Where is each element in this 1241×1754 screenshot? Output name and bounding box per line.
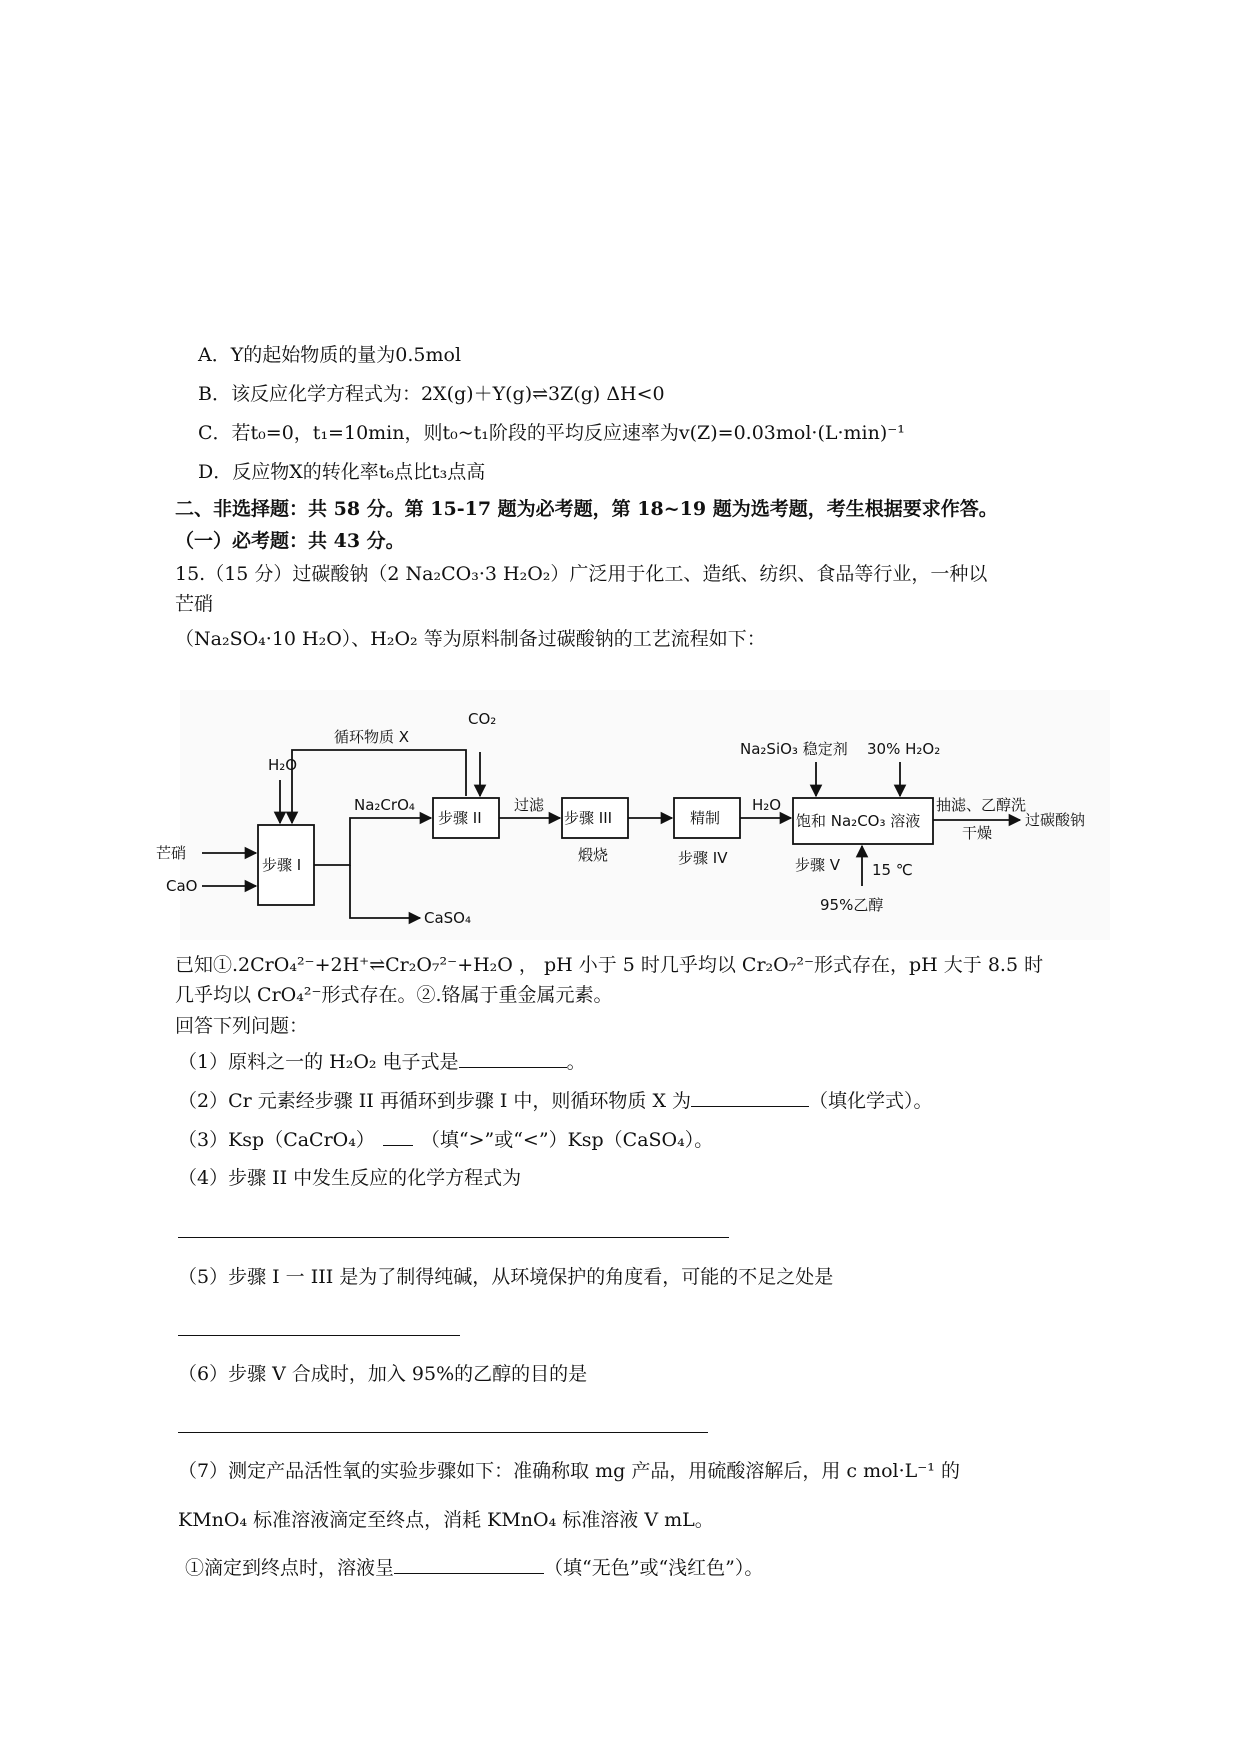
sub-question-7-cont: KMnO₄ 标准溶液滴定至终点，消耗 KMnO₄ 标准溶液 V mL。 xyxy=(178,1509,714,1531)
process-flowchart xyxy=(156,690,1110,940)
sub-question-6: （6）步骤 V 合成时，加入 95%的乙醇的目的是 xyxy=(178,1363,588,1385)
label-post-2: 干燥 xyxy=(962,824,993,842)
label-water-1: H₂O xyxy=(268,756,298,774)
label-temp: 15 ℃ xyxy=(872,861,913,879)
label-step-1: 步骤 I xyxy=(262,856,302,874)
known-info-2: 几乎均以 CrO₄²⁻形式存在。②.铬属于重金属元素。 xyxy=(175,984,613,1006)
label-water-2: H₂O xyxy=(752,796,782,814)
label-step-5: 步骤 V xyxy=(795,856,841,874)
sub-question-4: （4）步骤 II 中发生反应的化学方程式为 xyxy=(178,1167,522,1189)
label-filter: 过滤 xyxy=(514,796,545,814)
arrow-byproduct xyxy=(350,865,420,918)
sub-question-1: （1）原料之一的 H₂O₂ 电子式是 。 xyxy=(178,1051,586,1073)
label-ethanol: 95%乙醇 xyxy=(820,896,884,914)
label-step-4: 步骤 IV xyxy=(678,849,728,867)
answer-blank-2[interactable] xyxy=(691,1088,809,1107)
answer-blank-1[interactable] xyxy=(459,1049,567,1068)
answer-blank-3[interactable] xyxy=(383,1127,413,1146)
option-d: D．反应物X的转化率t₆点比t₃点高 xyxy=(198,461,486,483)
label-na2cro4: Na₂CrO₄ xyxy=(354,796,415,814)
sub-question-5: （5）步骤 I 一 III 是为了制得纯碱，从环境保护的角度看，可能的不足之处是 xyxy=(178,1266,834,1288)
arrow-to-step2 xyxy=(314,818,431,865)
answer-line-5[interactable] xyxy=(178,1335,460,1336)
label-na2sio3: Na₂SiO₃ 稳定剂 xyxy=(740,740,848,758)
known-info-1: 已知①.2CrO₄²⁻+2H⁺⇌Cr₂O₇²⁻+H₂O ， pH 小于 5 时几乎均以 Cr₂O₇²⁻形式存在，pH 大于 8.5 时 xyxy=(175,954,1044,976)
answer-prompt: 回答下列问题： xyxy=(175,1015,309,1037)
label-post-1: 抽滤、乙醇洗 xyxy=(936,796,1027,814)
label-co2: CO₂ xyxy=(468,710,497,728)
option-a: A．Y的起始物质的量为0.5mol xyxy=(198,344,462,366)
label-product: 过碳酸钠 xyxy=(1025,811,1086,829)
sub-question-2: （2）Cr 元素经步骤 II 再循环到步骤 I 中，则循环物质 X 为 （填化学式）。 xyxy=(178,1090,933,1112)
label-byproduct: CaSO₄ xyxy=(424,909,472,927)
label-calcine: 煅烧 xyxy=(578,846,609,864)
sub-question-3: （3）Ksp（CaCrO₄） （填“>”或“<”）Ksp（CaSO₄）。 xyxy=(178,1129,714,1151)
answer-line-6[interactable] xyxy=(178,1432,708,1433)
label-recycle: 循环物质 X xyxy=(334,728,410,746)
label-raw-2: CaO xyxy=(166,877,198,895)
label-raw-1: 芒硝 xyxy=(156,844,187,862)
label-h2o2: 30% H₂O₂ xyxy=(867,740,941,758)
option-c: C．若t₀=0，t₁=10min，则t₀~t₁阶段的平均反应速率为v(Z)=0.03mol·(L·min)⁻¹ xyxy=(198,422,905,444)
section-heading: 二、非选择题：共 58 分。第 15-17 题为必考题，第 18~19 题为选考题，考生根据要求作答。 xyxy=(175,498,998,520)
section-subheading: （一）必考题：共 43 分。 xyxy=(175,530,405,552)
sub-question-7-part-1: ①滴定到终点时，溶液呈 （填“无色”或“浅红色”）。 xyxy=(185,1557,764,1579)
option-b: B．该反应化学方程式为：2X(g)＋Y(g)⇌3Z(g) ΔH<0 xyxy=(198,383,665,405)
label-step-2: 步骤 II xyxy=(438,809,482,827)
answer-line-4[interactable] xyxy=(178,1237,729,1238)
label-saturated: 饱和 Na₂CO₃ 溶液 xyxy=(796,812,921,830)
question-15-intro-cont: 芒硝 xyxy=(175,593,214,615)
label-refine: 精制 xyxy=(690,809,721,827)
label-step-3: 步骤 III xyxy=(564,809,613,827)
question-15-intro-materials: （Na₂SO₄·10 H₂O）、H₂O₂ 等为原料制备过碳酸钠的工艺流程如下： xyxy=(175,628,766,650)
question-15-intro: 15.（15 分）过碳酸钠（2 Na₂CO₃·3 H₂O₂）广泛用于化工、造纸、纺织、食品等行业，一种以 xyxy=(175,563,988,585)
sub-question-7: （7）测定产品活性氧的实验步骤如下：准确称取 mg 产品，用硫酸溶解后，用 c mol·L⁻¹ 的 xyxy=(178,1460,960,1482)
answer-blank-7[interactable] xyxy=(394,1555,544,1574)
